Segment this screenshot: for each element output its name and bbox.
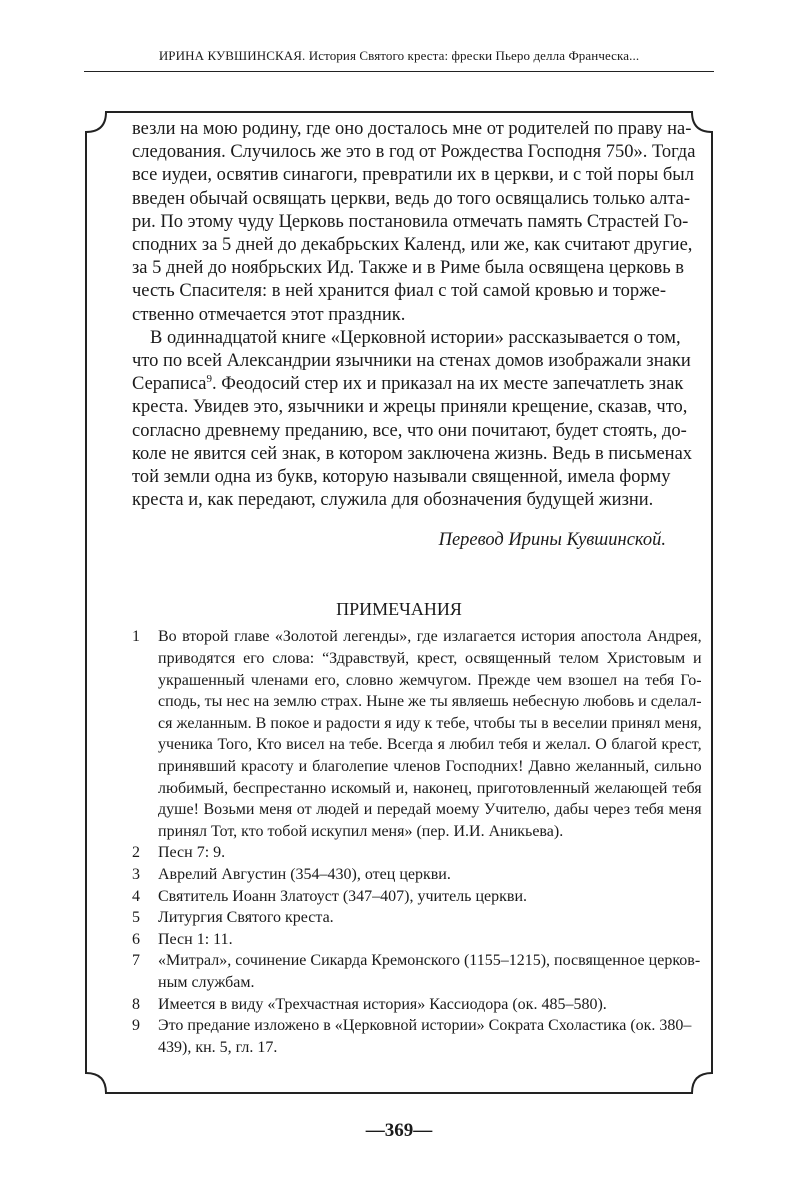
note-text — [158, 994, 666, 1016]
text-line: Имеется в виду «Трехчастная история» Кассиодора (ок. 485–580). — [158, 995, 607, 1013]
note-text — [158, 950, 700, 993]
note-text — [158, 626, 702, 842]
note-text — [158, 864, 666, 886]
text-line: 439), кн. 5, гл. 17. — [158, 1038, 278, 1056]
text-line: любимый, беспрестанно искомый и, наконец, приготовленный желающей тебя — [158, 779, 702, 797]
body-paragraph-1 — [132, 118, 696, 327]
translator-credit: Перевод Ирины Кувшинской. — [438, 530, 666, 551]
text-line: Святитель Иоанн Златоуст (347–407), учитель церкви. — [158, 887, 528, 905]
text-line: ся желанным. В покое и радости я иду к тебе, чтобы ты в веселии принял меня, — [158, 714, 702, 732]
note-number: 3 — [132, 865, 140, 883]
text-line: Песн 1: 11. — [158, 930, 233, 948]
text-line: честь Спасителя: в ней хранится фиал с той самой кровью и торже- — [132, 281, 666, 302]
notes-heading: ПРИМЕЧАНИЯ — [336, 599, 462, 620]
text-line: за 5 дней до ноябрьских Ид. Также и в Риме была освящена церковь в — [132, 258, 685, 279]
note-text — [158, 1015, 691, 1058]
text-line: ри. По этому чуду Церковь постановила отмечать память Страстей Го- — [132, 211, 689, 232]
text-line: украшенный членами его, словно жемчугом. Прежде чем взошел на тебя Го- — [158, 671, 702, 689]
note-number: 9 — [132, 1017, 140, 1035]
text-line — [132, 373, 684, 396]
note-number: 2 — [132, 844, 140, 862]
text-line: креста и, как передают, служила для обозначения будущей жизни. — [132, 490, 654, 511]
note-number: 8 — [132, 995, 140, 1013]
text-line: что по всей Александрии язычники на стенах домов изображали знаки — [132, 351, 691, 372]
running-head: ИРИНА КУВШИНСКАЯ. История Святого креста: фрески Пьеро делла Франческа... — [158, 48, 640, 63]
note-text — [158, 907, 666, 929]
text-line: приводятся его слова: “Здравствуй, крест, освященный телом Христовым и — [158, 650, 702, 668]
text-line: Во второй главе «Золотой легенды», где излагается история апостола Андрея, — [158, 628, 702, 646]
text-line: все иудеи, освятив синагоги, превратили их в церкви, и с той поры был — [132, 165, 694, 186]
note-number: 1 — [132, 628, 140, 646]
notes-list — [132, 626, 702, 1058]
text-line: Это предание изложено в «Церковной истории» Сократа Схоластика (ок. 380– — [158, 1017, 692, 1035]
text-line: везли на мою родину, где оно досталось мне от родителей по праву на- — [132, 119, 692, 139]
note-item — [132, 994, 666, 1016]
text-line: согласно древнему преданию, все, что они почитают, будет стоять, до- — [132, 420, 687, 441]
text-line: душе! Возьми меня от людей и передай моему Учителю, дабы через тебя меня — [158, 801, 702, 819]
text-line: введен обычай освящать церкви, ведь до того освящались только алта- — [132, 188, 691, 209]
text-line: Аврелий Августин (354–430), отец церкви. — [158, 865, 451, 883]
note-text — [158, 929, 666, 951]
decorative-frame — [84, 110, 714, 1095]
note-item — [132, 626, 702, 842]
note-item — [132, 929, 666, 951]
text-line: ученика Того, Кто висел на тебе. Всегда я любил тебя и желал. О благой крест, — [158, 736, 702, 754]
text-line: принял Тот, кто тобой искупил меня» (пер. И.И. Аникьева). — [158, 822, 564, 840]
text-fragment: . Феодосий стер их и приказал на их месте запечатлеть знак — [211, 374, 684, 395]
text-line: коле не явится сей знак, в котором заключена жизнь. Ведь в письменах — [132, 443, 693, 464]
text-line: принявший красоту и благолепие членов Господних! Давно желанный, сильно — [158, 758, 702, 776]
note-item — [132, 864, 666, 886]
note-item — [132, 907, 666, 929]
text-line: креста. Увидев это, язычники и жрецы приняли крещение, сказав, что, — [132, 397, 688, 418]
note-text — [158, 886, 666, 908]
body-paragraph-2 — [132, 327, 693, 513]
text-line: той земли одна из букв, которую называли священной, имела форму — [132, 467, 671, 488]
text-line: ным службам. — [158, 973, 255, 991]
text-fragment: Сераписа — [132, 374, 207, 395]
text-line: ственно отмечается этот праздник. — [132, 304, 406, 325]
note-item — [132, 886, 666, 908]
text-line: «Митрал», сочинение Сикарда Кремонского (1155–1215), посвященное церков- — [158, 952, 701, 970]
note-number: 5 — [132, 909, 140, 927]
text-line: Песн 7: 9. — [158, 844, 226, 862]
note-text — [158, 842, 666, 864]
text-line: В одиннадцатой книге «Церковной истории» рассказывается о том, — [150, 327, 681, 348]
note-item — [132, 950, 701, 993]
note-item — [132, 1015, 692, 1058]
text-line: следования. Случилось же это в год от Рождества Господня 750». Тогда — [132, 142, 696, 163]
text-line: Литургия Святого креста. — [158, 909, 334, 927]
main-content — [132, 118, 702, 1058]
text-line: сподь, ты нес на землю страх. Ныне же ты являешь небесную любовь и сделал- — [158, 693, 702, 711]
note-item — [132, 842, 666, 864]
header-rule — [84, 71, 714, 72]
note-number: 7 — [132, 952, 140, 970]
footnote-ref[interactable]: 9 — [206, 373, 212, 386]
text-line: сподних за 5 дней до декабрьских Календ, или же, как считают другие, — [132, 235, 693, 256]
page-number: —369— — [365, 1120, 433, 1141]
note-number: 6 — [132, 930, 140, 948]
note-number: 4 — [132, 887, 140, 905]
